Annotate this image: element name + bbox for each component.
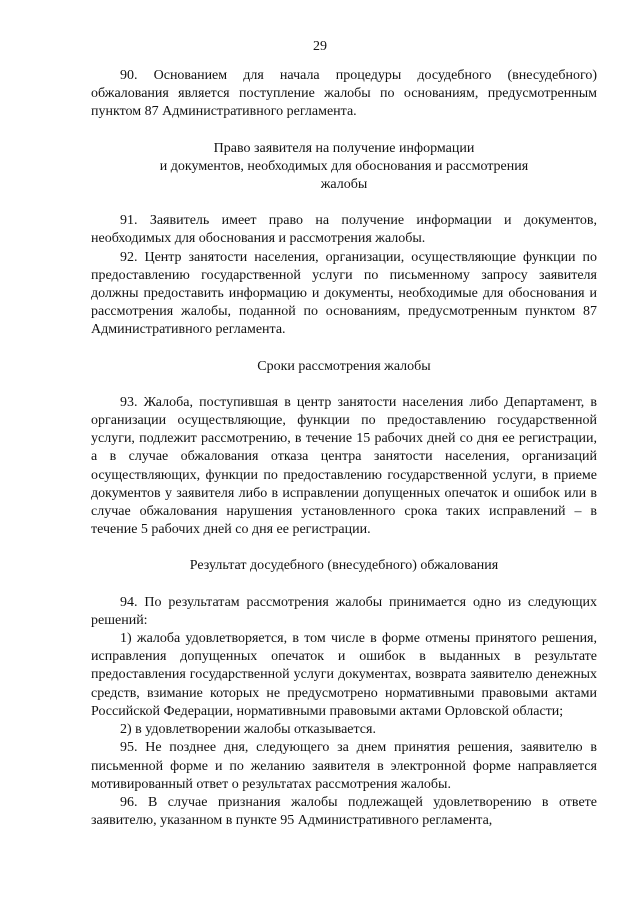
paragraph-93: 93. Жалоба, поступившая в центр занятости населения либо Департамент, в организации осуществляющие, функции по предоставлению государственной услуги, подлежит рассмотрению, в течение 15 рабочих дней со дня ее регистрации, а в случае обжалования отказа центра занятости населения, организаций осуществляющих, функции по предоставлению государственной услуги, в приеме документов у заявителя либо в исправлении допущенных опечаток и ошибок или в случае обжалования нарушения установленного срока таких исправлений – в течение 5 рабочих дней со дня ее регистрации. bbox=[91, 394, 597, 538]
section-heading-info-rights bbox=[91, 140, 597, 195]
paragraph-92: 92. Центр занятости населения, организации, осуществляющие функции по предоставлению государственной услуги по письменному запросу заявителя должны предоставить информацию и документы, необходимые для обоснования и рассмотрения жалобы, поданной по основаниям, предусмотренным пунктом 87 Административного регламента. bbox=[91, 249, 597, 338]
paragraph-91: 91. Заявитель имеет право на получение информации и документов, необходимых для обоснования и рассмотрения жалобы. bbox=[91, 213, 597, 247]
document-body bbox=[91, 67, 597, 830]
list-item-2: 2) в удовлетворении жалобы отказывается. bbox=[120, 722, 376, 738]
paragraph-94: 94. По результатам рассмотрения жалобы принимается одно из следующих решений: bbox=[91, 594, 597, 628]
heading-line: жалобы bbox=[320, 177, 368, 193]
heading-line: Результат досудебного (внесудебного) обжалования bbox=[189, 558, 499, 574]
paragraph-96: 96. В случае признания жалобы подлежащей удовлетворению в ответе заявителю, указанном в пункте 95 Административного регламента, bbox=[91, 794, 597, 829]
list-item-1: 1) жалоба удовлетворяется, в том числе в форме отмены принятого решения, исправления допущенных опечаток и ошибок в выданных в результате предоставления государственной услуги документах, возврата заявителю денежных средств, взимание которых не предусмотрено нормативными правовыми актами Российской Федерации, нормативными правовыми актами Орловской области; bbox=[91, 631, 597, 719]
section-heading-appeal-result bbox=[91, 557, 597, 575]
heading-line: Право заявителя на получение информации bbox=[213, 140, 475, 156]
paragraph-90: 90. Основанием для начала процедуры досудебного (внесудебного) обжалования является поступление жалобы по основаниям, предусмотренным пунктом 87 Административного регламента. bbox=[91, 68, 597, 120]
heading-line: Сроки рассмотрения жалобы bbox=[257, 358, 431, 374]
section-heading-review-terms bbox=[91, 358, 597, 376]
paragraph-95: 95. Не позднее дня, следующего за днем принятия решения, заявителю в письменной форме и по желанию заявителя в электронной форме направляется мотивированный ответ о результатах рассмотрения жалобы. bbox=[91, 740, 597, 792]
page-number: 29 bbox=[313, 39, 327, 54]
heading-line: и документов, необходимых для обоснования и рассмотрения bbox=[159, 158, 529, 174]
